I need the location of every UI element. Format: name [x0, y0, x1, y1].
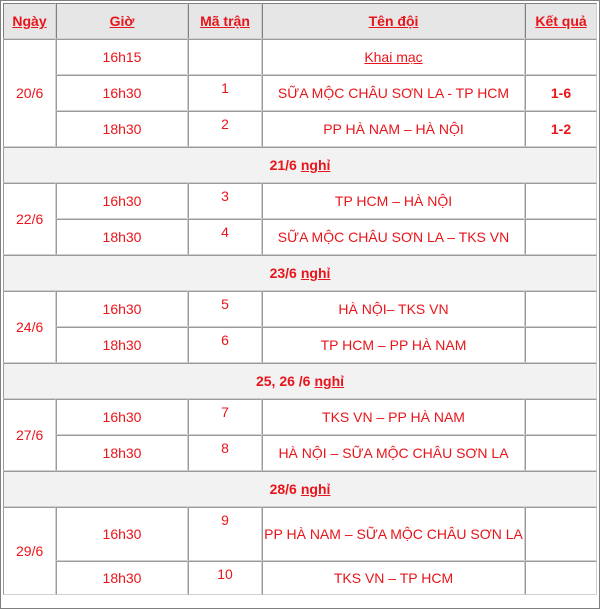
table-row [3, 435, 597, 471]
result-cell [525, 219, 597, 255]
rest-row [3, 471, 597, 507]
result-cell [525, 291, 597, 327]
day-cell: 22/6 [3, 183, 56, 255]
time-cell: 18h30 [56, 111, 188, 147]
rest-cell [3, 147, 597, 183]
rest-cell [3, 363, 597, 399]
match-id-cell: 6 [188, 327, 262, 363]
table-row [3, 75, 597, 111]
day-cell: 20/6 [3, 39, 56, 147]
rest-word: nghỉ [314, 373, 345, 389]
teams-cell: TKS VN – PP HÀ NAM [262, 399, 525, 435]
opening-label: Khai mạc [364, 49, 423, 65]
rest-date: 23/6 [269, 265, 297, 281]
result-cell [525, 561, 597, 595]
table-row [3, 561, 597, 595]
match-id-cell: 8 [188, 435, 262, 471]
teams-cell: PP HÀ NAM – HÀ NỘI [262, 111, 525, 147]
time-cell: 16h15 [56, 39, 188, 75]
time-cell: 16h30 [56, 75, 188, 111]
result-cell [525, 327, 597, 363]
header-match-id: Mã trận [188, 3, 262, 39]
table-row [3, 183, 597, 219]
table-row [3, 219, 597, 255]
rest-word: nghỉ [300, 481, 331, 497]
match-id-cell: 7 [188, 399, 262, 435]
rest-date: 25, 26 /6 [255, 373, 311, 389]
match-id-cell: 3 [188, 183, 262, 219]
teams-cell: SỮA MỘC CHÂU SƠN LA – TKS VN [262, 219, 525, 255]
table-row [3, 507, 597, 561]
day-cell: 24/6 [3, 291, 56, 363]
match-id-cell: 5 [188, 291, 262, 327]
header-date: Ngày [3, 3, 56, 39]
rest-word: nghỉ [300, 265, 331, 281]
rest-row [3, 147, 597, 183]
match-id-cell: 9 [188, 507, 262, 561]
rest-date: 28/6 [269, 481, 297, 497]
result-cell [525, 39, 597, 75]
teams-cell: TP HCM – PP HÀ NAM [262, 327, 525, 363]
match-id-cell: 10 [188, 561, 262, 595]
time-cell: 18h30 [56, 435, 188, 471]
match-id-cell: 1 [188, 75, 262, 111]
schedule-table [3, 3, 597, 595]
time-cell: 16h30 [56, 507, 188, 561]
table-row [3, 39, 597, 75]
header-time: Giờ [56, 3, 188, 39]
result-cell [525, 183, 597, 219]
teams-cell: HÀ NỘI– TKS VN [262, 291, 525, 327]
rest-date: 21/6 [269, 157, 297, 173]
table-row [3, 111, 597, 147]
time-cell: 16h30 [56, 291, 188, 327]
teams-cell: SỮA MỘC CHÂU SƠN LA - TP HCM [262, 75, 525, 111]
teams-cell: TP HCM – HÀ NỘI [262, 183, 525, 219]
result-cell [525, 435, 597, 471]
table-row [3, 291, 597, 327]
result-cell: 1-6 [525, 75, 597, 111]
day-cell: 29/6 [3, 507, 56, 595]
match-id-cell: 4 [188, 219, 262, 255]
rest-row [3, 363, 597, 399]
time-cell: 18h30 [56, 561, 188, 595]
time-cell: 16h30 [56, 399, 188, 435]
teams-cell: PP HÀ NAM – SỮA MỘC CHÂU SƠN LA [262, 507, 525, 561]
header-teams: Tên đội [262, 3, 525, 39]
match-id-cell: 2 [188, 111, 262, 147]
time-cell: 18h30 [56, 219, 188, 255]
time-cell: 16h30 [56, 183, 188, 219]
rest-cell [3, 471, 597, 507]
result-cell: 1-2 [525, 111, 597, 147]
rest-cell [3, 255, 597, 291]
table-row [3, 327, 597, 363]
result-cell [525, 507, 597, 561]
day-cell: 27/6 [3, 399, 56, 471]
teams-cell: HÀ NỘI – SỮA MỘC CHÂU SƠN LA [262, 435, 525, 471]
teams-cell [262, 39, 525, 75]
rest-word: nghỉ [300, 157, 331, 173]
result-cell [525, 399, 597, 435]
match-id-cell [188, 39, 262, 75]
header-result: Kết quả [525, 3, 597, 39]
table-row [3, 399, 597, 435]
teams-cell: TKS VN – TP HCM [262, 561, 525, 595]
rest-row [3, 255, 597, 291]
time-cell: 18h30 [56, 327, 188, 363]
